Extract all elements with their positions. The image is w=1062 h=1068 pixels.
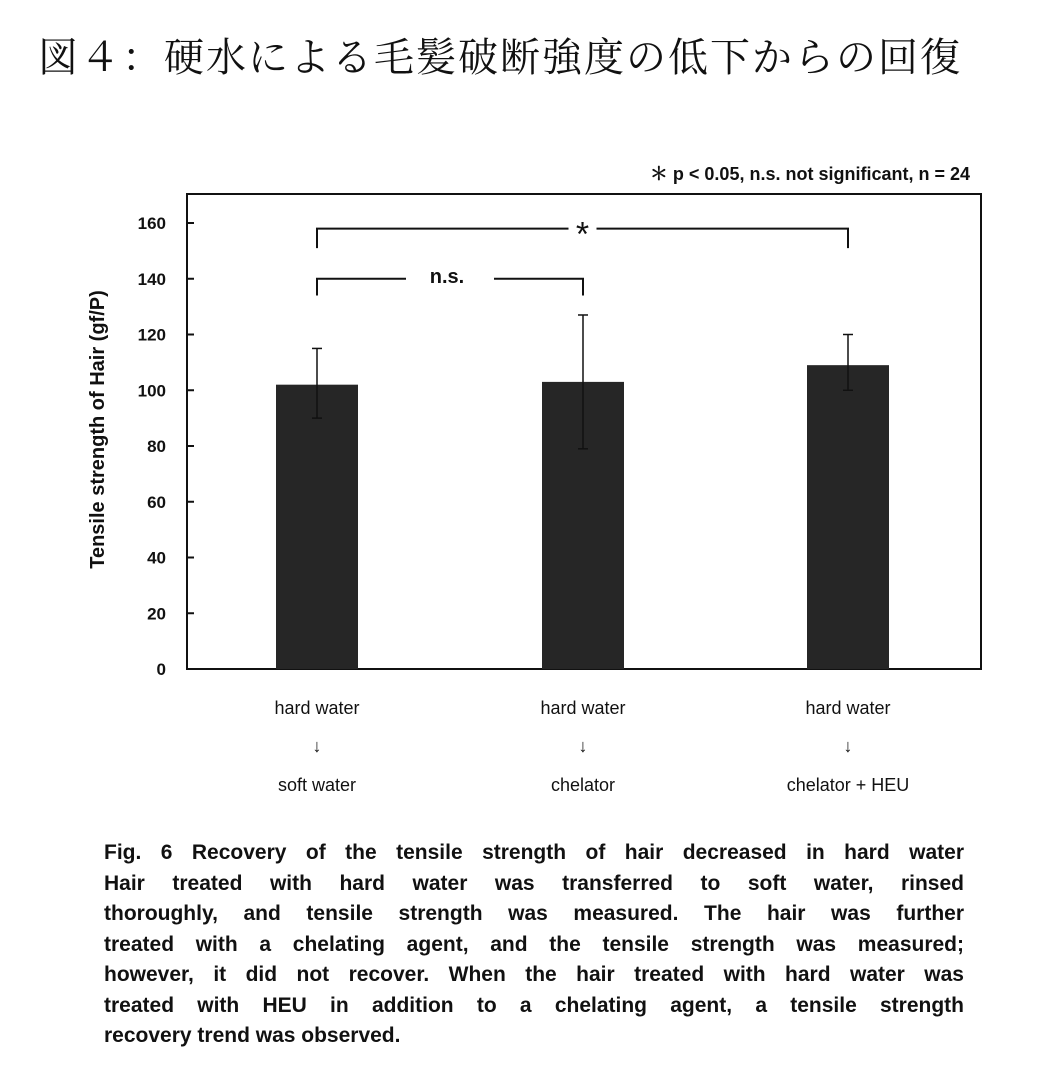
- y-tick-label: 0: [156, 660, 166, 679]
- x-category-label: ↓: [578, 736, 588, 756]
- x-category-label: hard water: [274, 698, 360, 718]
- y-axis-label: Tensile strength of Hair (gf/P): [87, 290, 109, 569]
- page-title: 図４：硬水による毛髪破断強度の低下からの回復: [38, 35, 962, 81]
- caption-line: Hair treated with hard water was transferred to soft water, rinsed: [104, 871, 964, 895]
- x-category-label: ↓: [843, 736, 853, 756]
- caption-line: treated with HEU in addition to a chelating agent, a tensile strength: [104, 993, 964, 1017]
- x-category-label: chelator + HEU: [786, 775, 910, 795]
- figure-caption: [104, 838, 964, 1052]
- bar: [276, 385, 358, 669]
- y-tick-label: 40: [147, 548, 166, 568]
- x-category-label: ↓: [312, 736, 322, 756]
- y-tick-label: 160: [137, 214, 166, 233]
- x-category-label: chelator: [550, 775, 616, 795]
- caption-line: however, it did not recover. When the hair treated with hard water was: [104, 963, 964, 986]
- y-tick-label: 80: [147, 437, 166, 456]
- x-category-label: hard water: [805, 698, 891, 718]
- caption-line: treated with a chelating agent, and the tensile strength was measured;: [104, 932, 964, 956]
- significance-note: ＊ p < 0.05, n.s. not significant, n = 24: [649, 164, 970, 184]
- bar: [807, 365, 889, 669]
- y-tick-label: 20: [147, 604, 166, 624]
- caption-line: thoroughly, and tensile strength was measured. The hair was further: [104, 902, 964, 925]
- caption-line: Fig. 6 Recovery of the tensile strength of hair decreased in hard water: [104, 841, 964, 864]
- x-category-label: soft water: [277, 775, 357, 795]
- y-tick-label: 60: [147, 492, 166, 512]
- caption-line: recovery trend was observed.: [104, 1024, 401, 1047]
- significance-label: n.s.: [429, 265, 465, 288]
- y-tick-label: 120: [137, 325, 166, 345]
- y-tick-label: 140: [137, 269, 166, 289]
- x-category-label: hard water: [540, 698, 626, 718]
- y-tick-label: 100: [137, 381, 166, 401]
- significance-label: *: [575, 215, 590, 254]
